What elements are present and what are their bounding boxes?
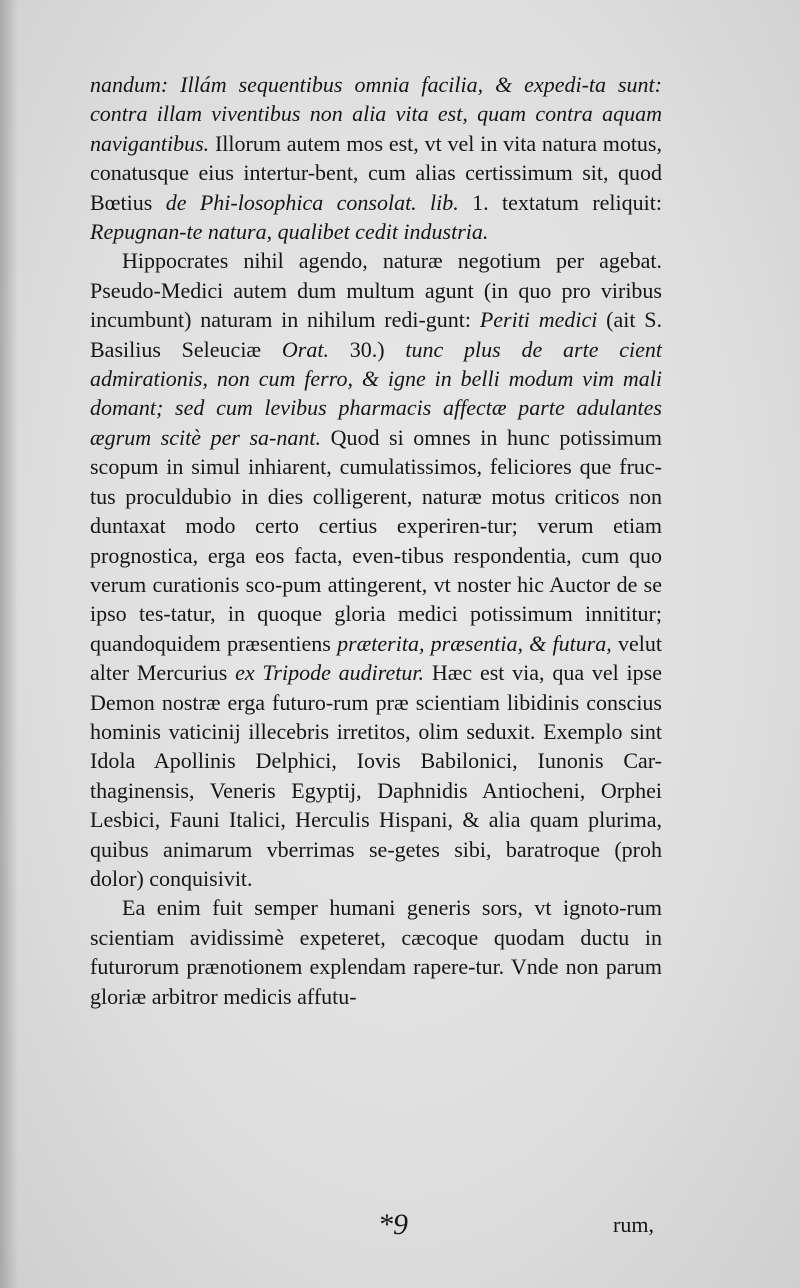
text-segment: Hippocrates nihil agendo, naturæ negotium per agebat. Pseudo-Medici autem dum multum agunt (in quo pro viribus incumbunt) naturam in nihilum redi-gunt: <box>90 248 662 333</box>
paragraph-3 <box>90 893 662 1011</box>
text-segment: (ait S. Basilius Seleuciæ <box>90 307 662 362</box>
text-segment: nandum: Illám sequentibus omnia facilia, & expedi-ta sunt: contra illam viventibus non alia vita est, quam contra aquam navigantibus. <box>90 72 662 156</box>
text-segment: Periti medici <box>479 307 598 333</box>
paragraph-1 <box>90 70 662 246</box>
text-segment: Quod si omnes in hunc potissimum scopum in simul inhiarent, cumulatissimos, feliciores que fruc-tus proculdubio in dies colligerent, naturæ motus criticos non duntaxat modo certo certius experiren-tur; verum etiam prognostica, erga eos facta, even-tibus respondentia, cum quo verum curationis sco-pum attingerent, vt noster hic Auctor de se ipso tes-tatur, in quoque gloria medici potissimum innititur; quandoquidem præsentiens <box>90 424 663 656</box>
text-segment: præterita, præsentia, & futura, <box>337 630 612 656</box>
text-segment: 30.) <box>328 336 406 362</box>
signature-mark: *9 <box>378 1208 408 1241</box>
paragraph-2 <box>90 246 662 893</box>
text-segment: tunc plus de arte cient admirationis, non cum ferro, & igne in belli modum vim mali domant; sed cum levibus pharmacis affectæ parte adulantes ægrum scitè per sa-nant. <box>90 336 663 450</box>
page-text <box>90 70 662 1011</box>
text-segment: de Phi-losophica consolat. lib. <box>165 189 459 215</box>
text-segment: velut alter Mercurius <box>90 630 662 686</box>
text-segment: Illorum autem mos est, vt vel in vita natura motus, conatusque eius intertur-bent, cum alias certissimum sit, quod Bœtius <box>90 130 662 215</box>
page-footer <box>0 1208 800 1248</box>
text-segment: Hæc est via, qua vel ipse Demon nostræ erga futuro-rum præ scientiam libidinis conscius hominis vaticinij illecebris irretitos, olim seduxit. Exemplo sint Idola Apollinis Delphici, Iovis Babilonici, Iunonis Car-thaginensis, Veneris Egyptij, Daphnidis Antiocheni, Orphei Lesbici, Fauni Italici, Herculis Hispani, & alia quam plurima, quibus animarum vberrimas se-getes sibi, baratroque (proh dolor) conquisivit. <box>90 660 662 891</box>
catchword: rum, <box>613 1212 654 1237</box>
text-segment: Repugnan-te natura, qualibet cedit industria. <box>90 219 489 245</box>
text-segment: Ea enim fuit semper humani generis sors, vt ignoto-rum scientiam avidissimè expeteret, cæcoque quodam ductu in futurorum prænotionem explendam rapere-tur. Vnde non parum gloriæ arbitror medicis affutu- <box>90 895 662 1009</box>
text-segment: Orat. <box>281 336 329 362</box>
text-segment: ex Tripode audiretur. <box>235 660 425 686</box>
text-segment: 1. textatum reliquit: <box>458 189 662 215</box>
